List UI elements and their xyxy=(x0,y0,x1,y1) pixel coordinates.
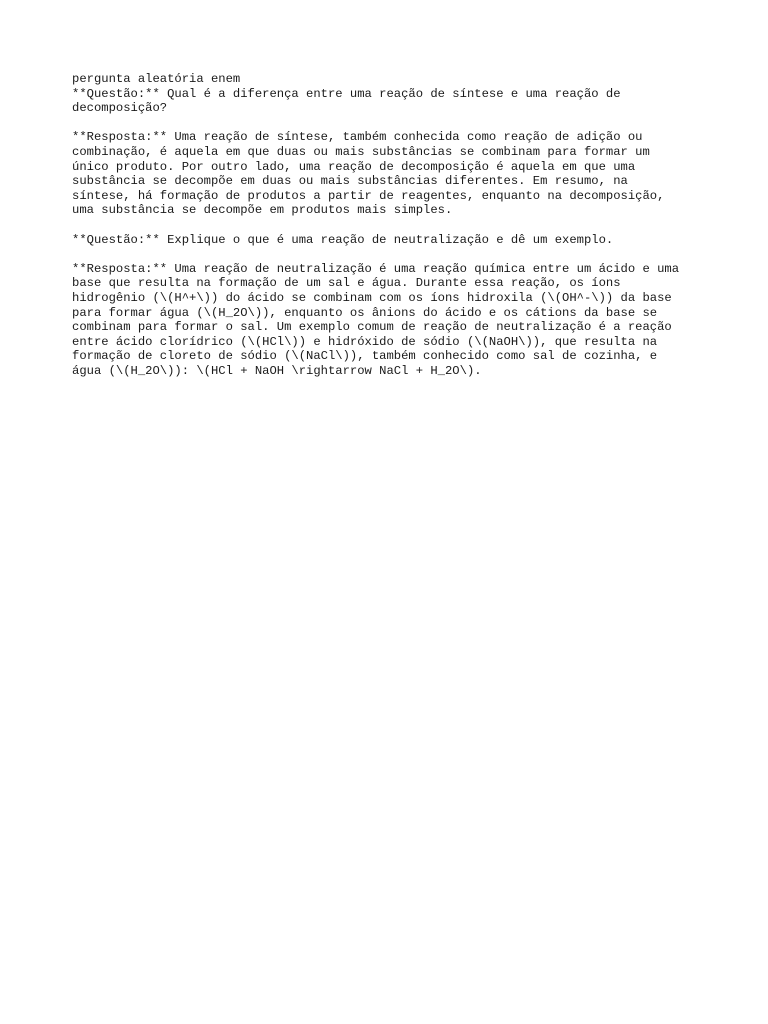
answer-2-line-3: hidrogênio (\(H^+\)) do ácido se combinam com os íons hidroxila (\(OH^-\)) da base xyxy=(72,290,672,305)
answer-1-line-2: combinação, é aquela em que duas ou mais substâncias se combinam para formar um xyxy=(72,144,650,159)
answer-2-line-2: base que resulta na formação de um sal e água. Durante essa reação, os íons xyxy=(72,276,621,291)
document-page xyxy=(72,72,712,378)
question-2-line-1: **Questão:** Explique o que é uma reação de neutralização e dê um exemplo. xyxy=(72,232,614,247)
answer-2-line-8: água (\(H_2O\)): \(HCl + NaOH \rightarrow NaCl + H_2O\). xyxy=(72,363,482,378)
document-title: pergunta aleatória enem xyxy=(72,72,241,86)
blank-line xyxy=(72,218,712,233)
answer-1-line-6: uma substância se decompõe em produtos mais simples. xyxy=(72,203,453,218)
blank-line xyxy=(72,247,712,262)
answer-2-line-6: entre ácido clorídrico (\(HCl\)) e hidróxido de sódio (\(NaOH\)), que resulta na xyxy=(72,334,658,349)
answer-1-line-3: único produto. Por outro lado, uma reação de decomposição é aquela em que uma xyxy=(72,159,636,174)
blank-line xyxy=(72,116,712,131)
answer-2-line-5: combinam para formar o sal. Um exemplo comum de reação de neutralização é a reação xyxy=(72,320,672,335)
answer-2-line-4: para formar água (\(H_2O\)), enquanto os ânions do ácido e os cátions da base se xyxy=(72,305,658,320)
answer-2-line-7: formação de cloreto de sódio (\(NaCl\)), também conhecido como sal de cozinha, e xyxy=(72,349,658,364)
question-1-line-2: decomposição? xyxy=(72,101,168,116)
answer-1-line-5: síntese, há formação de produtos a partir de reagentes, enquanto na decomposição, xyxy=(72,188,665,203)
answer-1-line-4: substância se decompõe em duas ou mais substâncias diferentes. Em resumo, na xyxy=(72,174,628,189)
answer-2-line-1: **Resposta:** Uma reação de neutralização é uma reação química entre um ácido e uma xyxy=(72,261,680,276)
answer-1-line-1: **Resposta:** Uma reação de síntese, também conhecida como reação de adição ou xyxy=(72,130,643,145)
question-1-line-1: **Questão:** Qual é a diferença entre uma reação de síntese e uma reação de xyxy=(72,86,621,101)
